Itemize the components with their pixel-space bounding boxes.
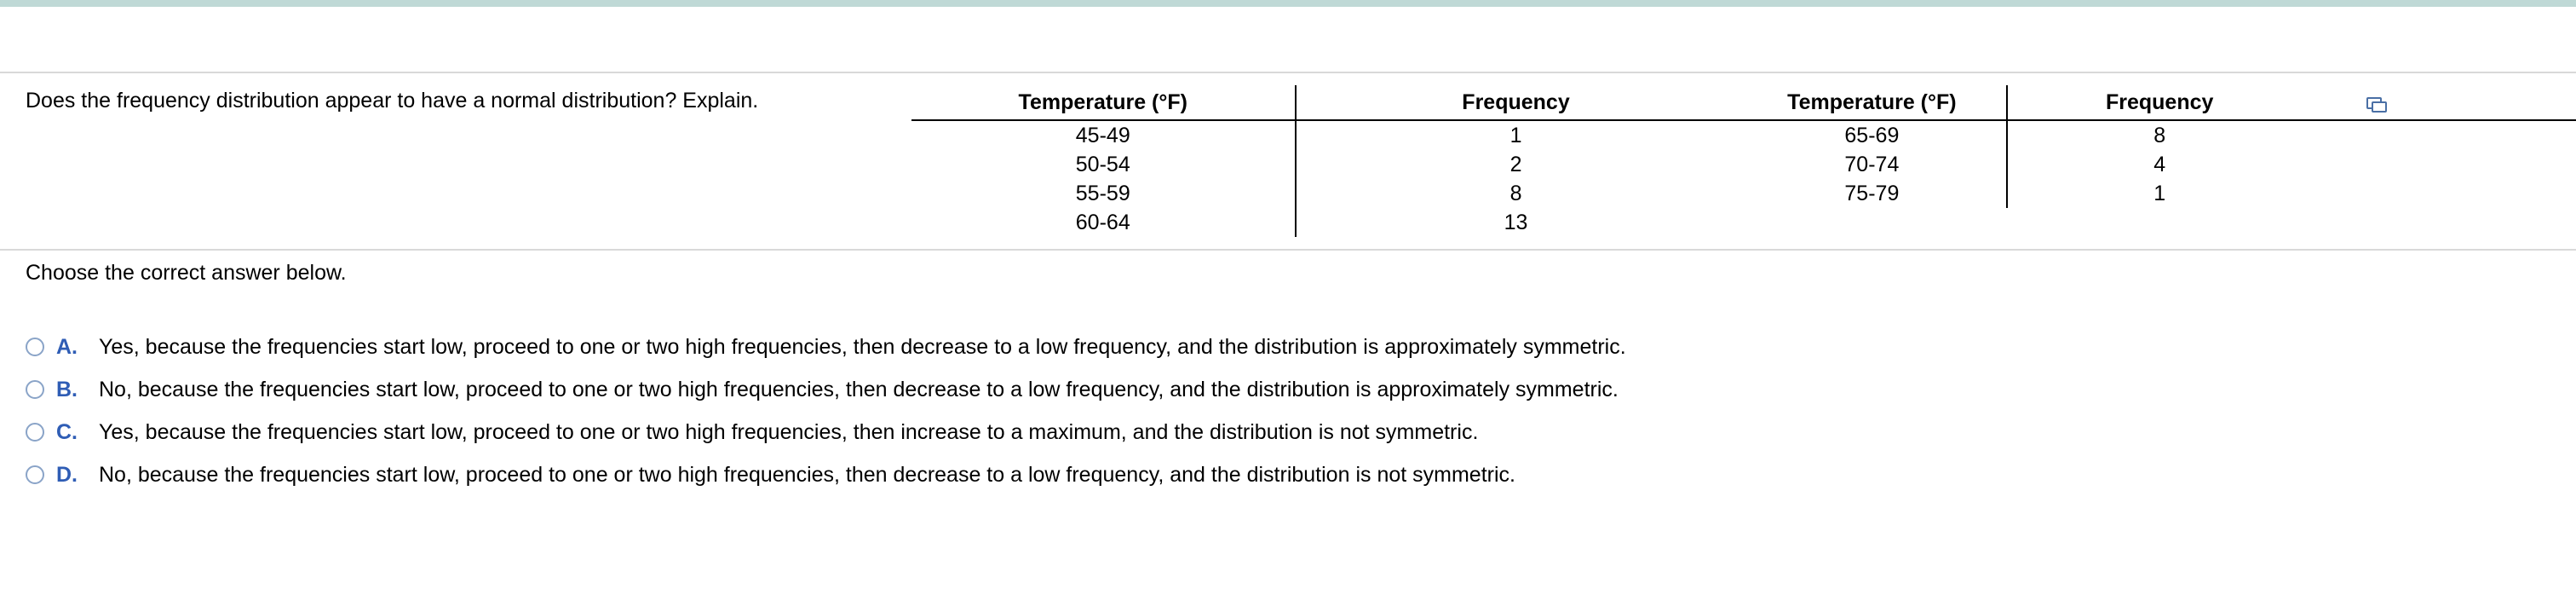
copy-icon[interactable] [2366,95,2385,111]
table-cell: 60-64 [911,208,1296,237]
question-text: Does the frequency distribution appear to have a normal distribution? Explain. [26,89,759,113]
option-text: Yes, because the frequencies start low, proceed to one or two high frequencies, then decrease to a low frequency, and the distribution is approximately symmetric. [99,334,1626,359]
option-letter: B. [56,377,78,401]
option-text: No, because the frequencies start low, proceed to one or two high frequencies, then decrease to a low frequency, and the distribution is approximately symmetric. [99,377,1619,401]
table-cell: 4 [2153,152,2166,176]
table-cell: 13 [1504,210,1528,234]
table-cell: 65-69 [1737,120,2008,150]
table-cell: 8 [2153,123,2166,147]
table-row [911,150,2576,179]
header-divider [0,72,2576,73]
table-cell [2007,208,2311,237]
radio-button-a[interactable] [26,338,44,356]
option-d[interactable] [26,453,1626,496]
radio-button-c[interactable] [26,423,44,442]
column-header-frequency-2: Frequency [2007,85,2311,120]
option-text: Yes, because the frequencies start low, proceed to one or two high frequencies, then increase to a maximum, and the distribution is not symmetric. [99,419,1479,444]
table-cell: 55-59 [911,179,1296,208]
section-divider [0,249,2576,251]
table-header-row [911,85,2576,120]
table-cell [1737,208,2008,237]
table-row [911,179,2576,208]
table-tools-cell [2311,85,2576,120]
answer-prompt: Choose the correct answer below. [26,261,347,285]
option-a[interactable] [26,326,1626,368]
table-cell: 1 [1509,123,1522,147]
radio-button-b[interactable] [26,380,44,399]
option-text: No, because the frequencies start low, proceed to one or two high frequencies, then decrease to a low frequency, and the distribution is not symmetric. [99,462,1515,487]
table-cell: 8 [1509,181,1522,205]
table-cell: 2 [1509,152,1522,176]
column-header-temperature-2: Temperature (°F) [1737,85,2008,120]
column-header-temperature: Temperature (°F) [911,85,1296,120]
table-row [911,208,2576,237]
table-cell: 70-74 [1737,150,2008,179]
table-cell: 50-54 [911,150,1296,179]
table-cell: 45-49 [911,120,1296,150]
option-letter: A. [56,334,78,359]
option-letter: C. [56,419,78,444]
column-header-frequency: Frequency [1296,85,1737,120]
option-c[interactable] [26,411,1626,453]
answer-options [26,326,1626,496]
option-letter: D. [56,462,78,487]
table-row [911,120,2576,150]
table-cell: 1 [2153,181,2166,205]
option-b[interactable] [26,368,1626,411]
frequency-table [911,85,2576,237]
table-cell: 75-79 [1737,179,2008,208]
radio-button-d[interactable] [26,465,44,484]
top-bar [0,0,2576,7]
